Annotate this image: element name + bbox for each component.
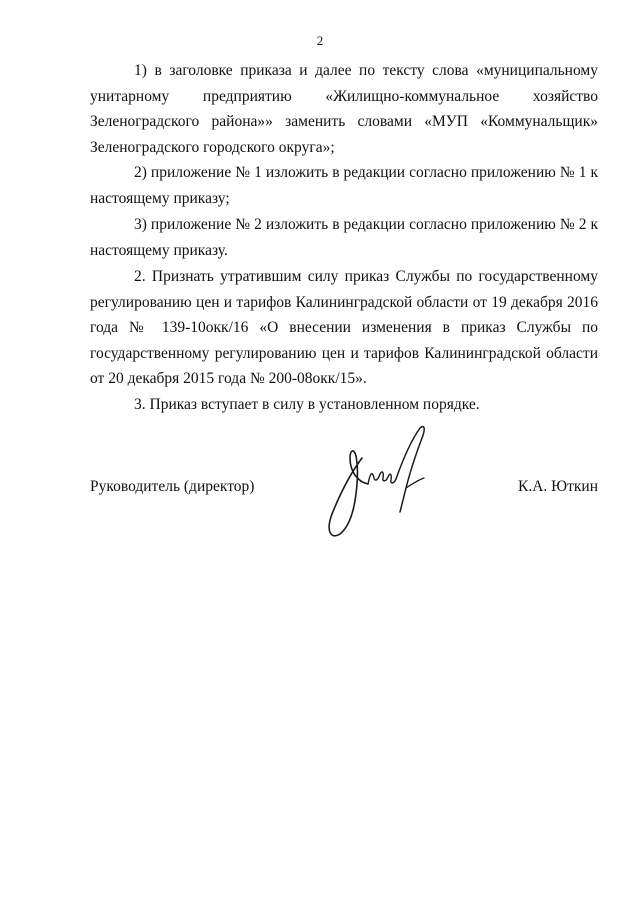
handwritten-signature (310, 422, 440, 547)
signatory-name: К.А. Юткин (518, 478, 598, 495)
signatory-title: Руководитель (директор) (90, 478, 255, 495)
paragraph-item-3: 3) приложение № 2 изложить в редакции согласно приложению № 2 к настоящему приказу. (90, 216, 598, 259)
paragraph-point-3: 3. Приказ вступает в силу в установленном порядке. (134, 396, 480, 413)
signature-block (90, 470, 598, 560)
paragraph-point-2: 2. Признать утратившим силу приказ Службы по государственному регулированию цен и тарифов Калининградской области от 19 декабря 2016 года № 139-10окк/16 «О внесении изменения в приказ Службы по государственному регулированию цен и тарифов Калининградской области от 20 декабря 2015 года № 200-08окк/15». (90, 268, 598, 388)
paragraph-item-1: 1) в заголовке приказа и далее по тексту слова «муниципальному унитарному предприятию «Жилищно-коммунальное хозяйство Зеленоградского района»» заменить словами «МУП «Коммунальщик» Зеленоградского городского округа»; (90, 62, 598, 156)
paragraph-item-2: 2) приложение № 1 изложить в редакции согласно приложению № 1 к настоящему приказу; (90, 164, 598, 207)
page-number: 2 (316, 33, 324, 48)
